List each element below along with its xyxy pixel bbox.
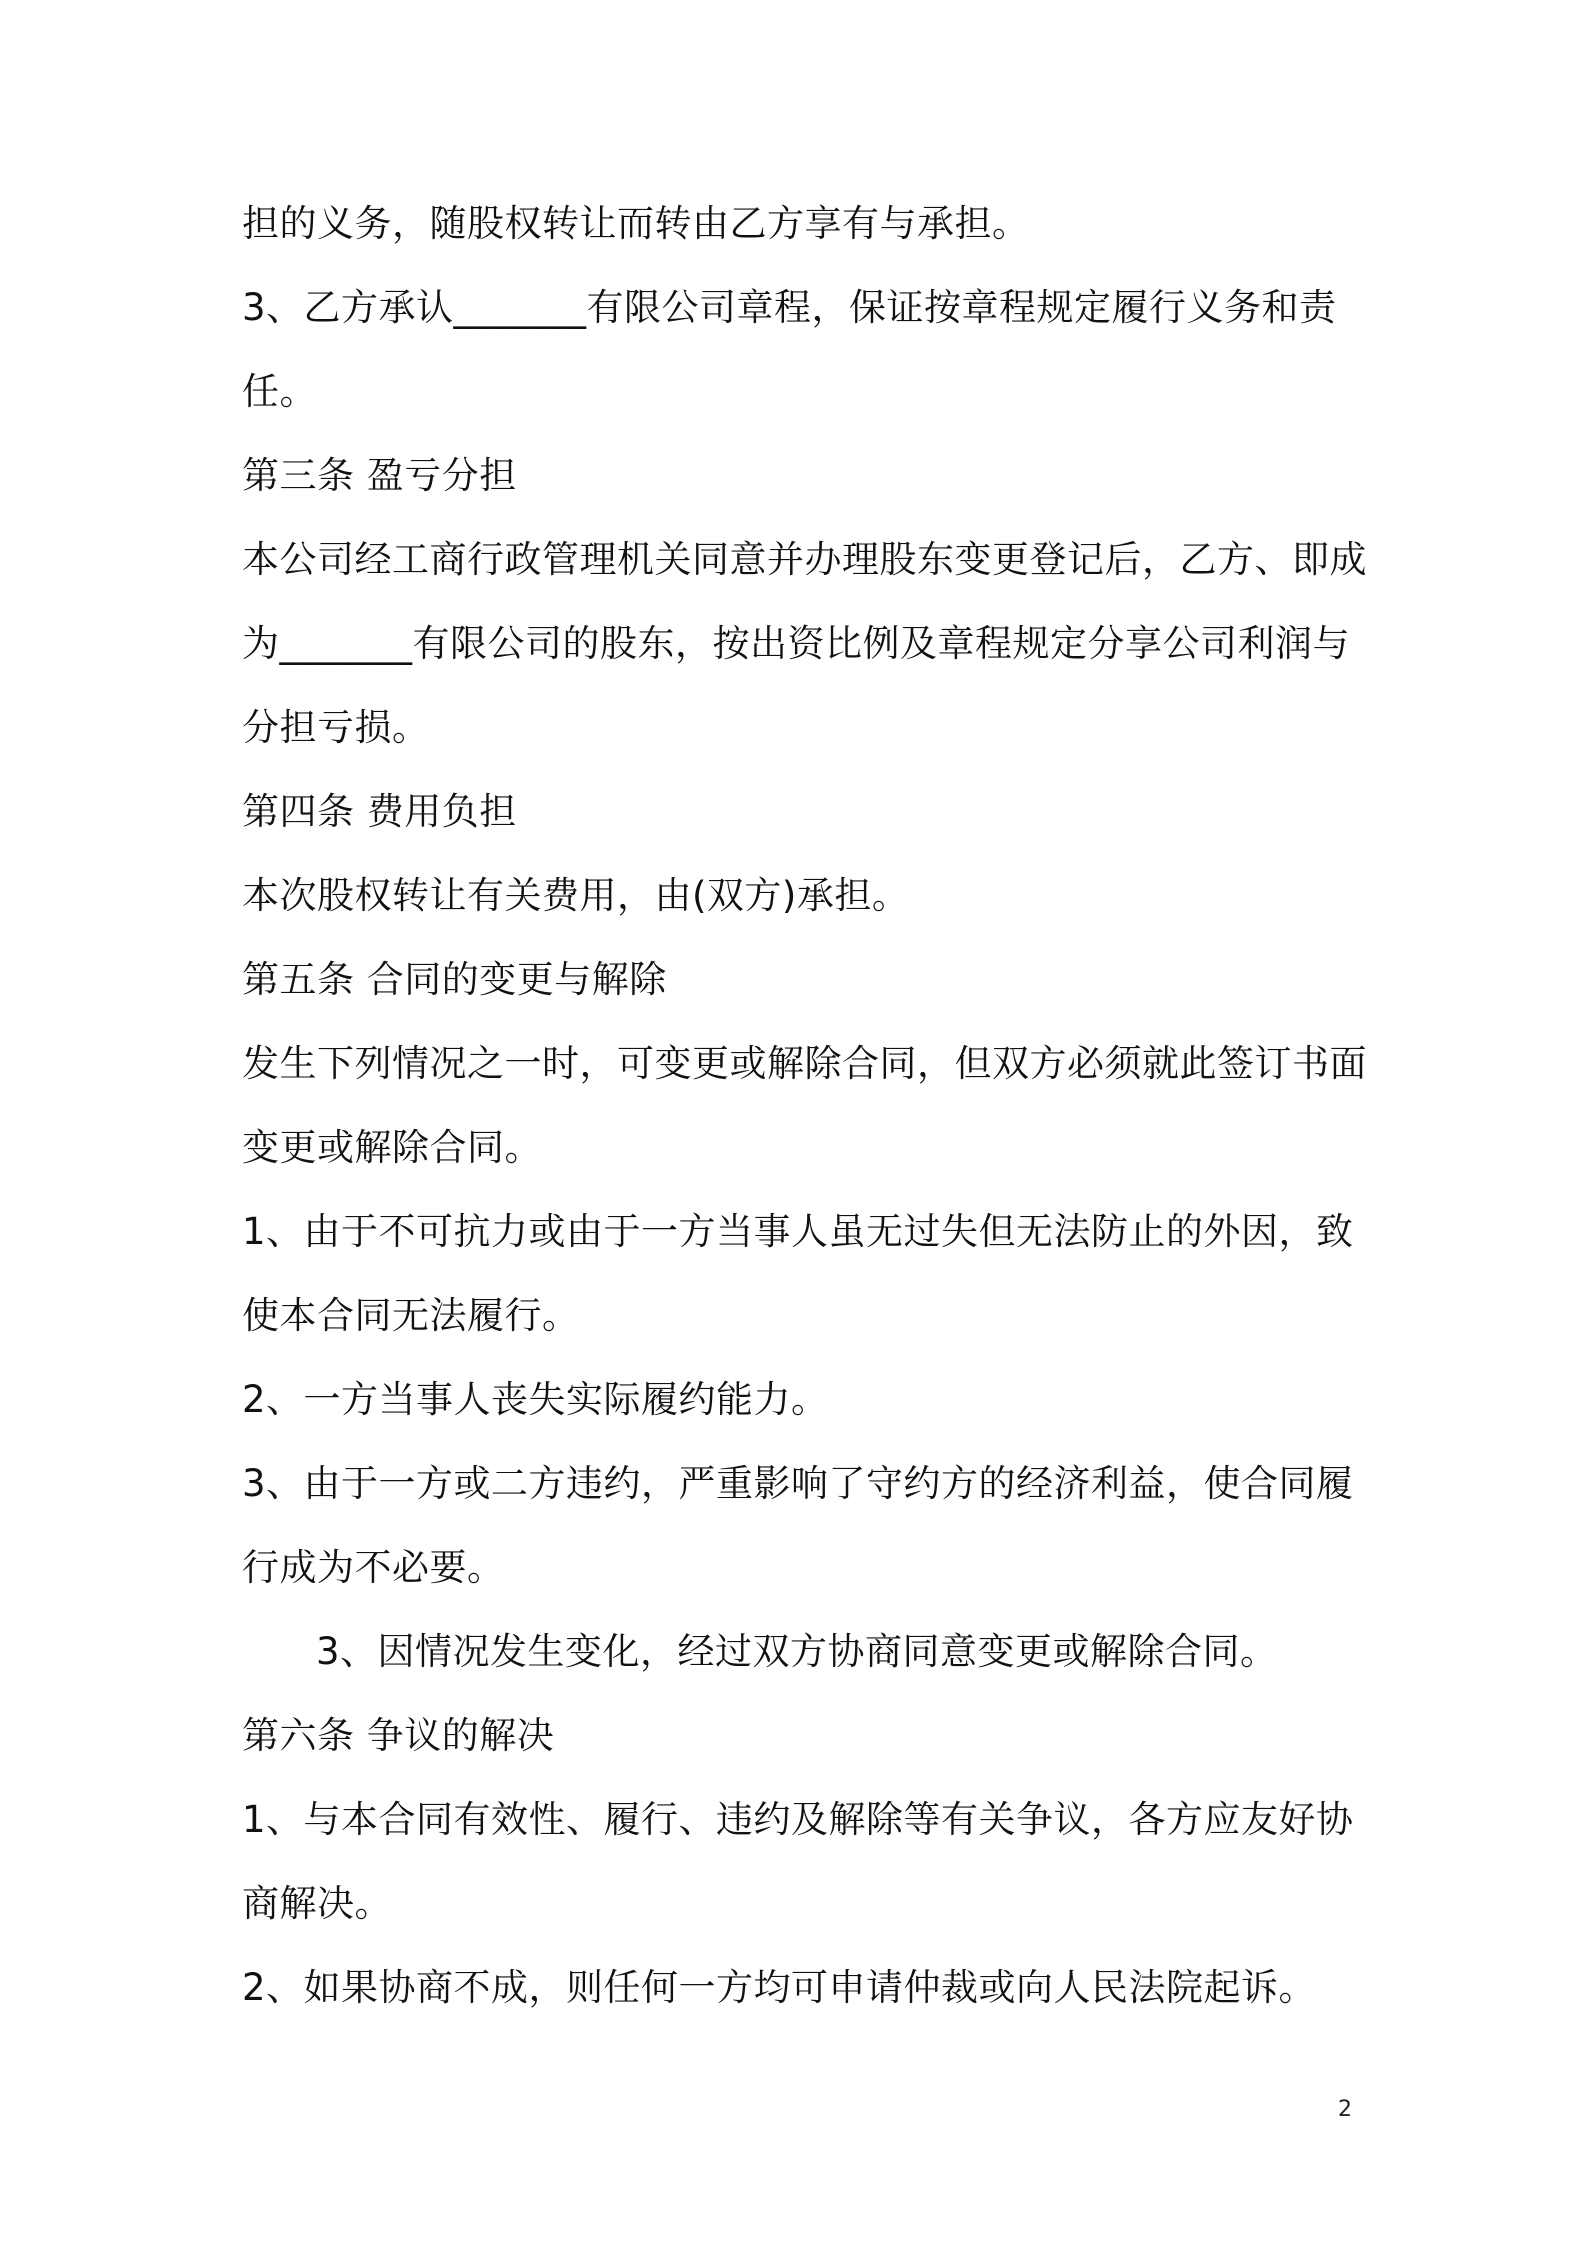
clause-item: 1、由于不可抗力或由于一方当事人虽无过失但无法防止的外因，致 xyxy=(242,1210,1354,1253)
clause-item: 3、由于一方或二方违约，严重影响了守约方的经济利益，使合同履 xyxy=(242,1462,1354,1505)
body-line: 发生下列情况之一时，可变更或解除合同，但双方必须就此签订书面 xyxy=(242,1042,1367,1085)
body-line: 变更或解除合同。 xyxy=(242,1126,542,1169)
clause-item: 2、一方当事人丧失实际履约能力。 xyxy=(242,1378,829,1421)
body-line: 使本合同无法履行。 xyxy=(242,1294,580,1337)
clause-item: 2、如果协商不成，则任何一方均可申请仲裁或向人民法院起诉。 xyxy=(242,1966,1317,2009)
body-line: 分担亏损。 xyxy=(242,706,430,749)
section-heading: 第三条 盈亏分担 xyxy=(242,454,517,497)
body-line: 商解决。 xyxy=(242,1882,392,1925)
body-line: 为_______有限公司的股东，按出资比例及章程规定分享公司利润与 xyxy=(242,622,1350,665)
page-number: 2 xyxy=(1338,2097,1352,2122)
body-line: 担的义务，随股权转让而转由乙方享有与承担。 xyxy=(242,202,1030,245)
body-line: 任。 xyxy=(242,370,317,413)
section-heading: 第五条 合同的变更与解除 xyxy=(242,958,667,1001)
body-line: 行成为不必要。 xyxy=(242,1546,505,1589)
section-heading: 第六条 争议的解决 xyxy=(242,1714,555,1757)
body-line: 本次股权转让有关费用，由(双方)承担。 xyxy=(242,874,910,917)
clause-item: 3、乙方承认_______有限公司章程，保证按章程规定履行义务和责 xyxy=(242,286,1337,329)
clause-item: 1、与本合同有效性、履行、违约及解除等有关争议，各方应友好协 xyxy=(242,1798,1354,1841)
section-heading: 第四条 费用负担 xyxy=(242,790,517,833)
clause-item: 3、因情况发生变化，经过双方协商同意变更或解除合同。 xyxy=(316,1630,1278,1673)
body-line: 本公司经工商行政管理机关同意并办理股东变更登记后，乙方、即成 xyxy=(242,538,1367,581)
